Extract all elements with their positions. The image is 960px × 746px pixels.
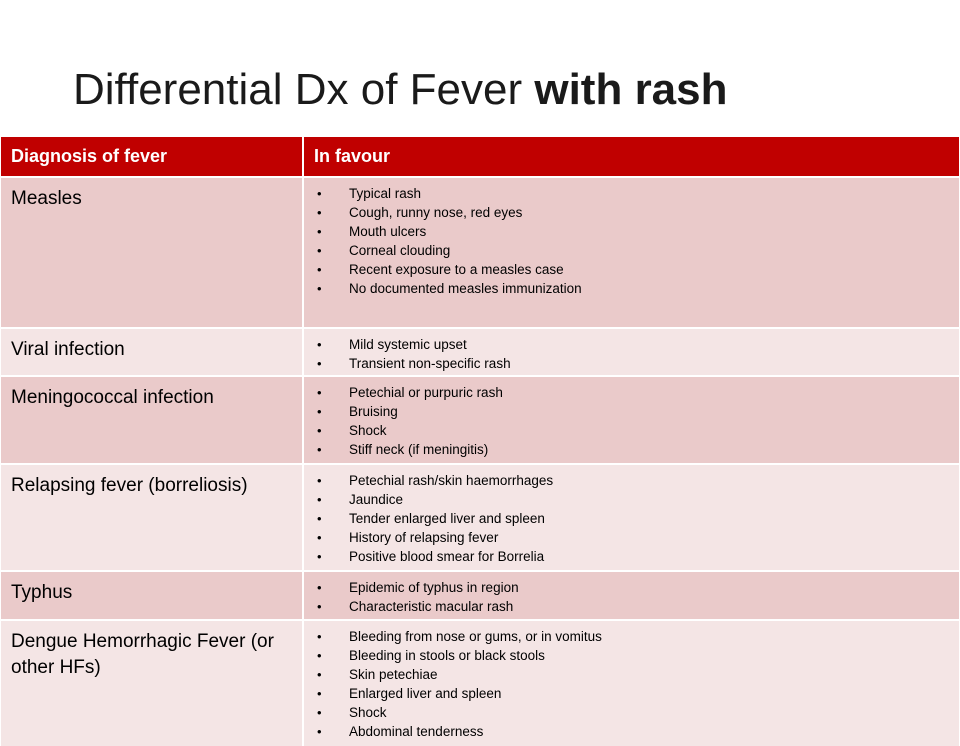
list-item: • Typical rash (304, 184, 949, 203)
differential-diagnosis-table (1, 137, 959, 746)
slide-title (73, 66, 728, 114)
table-header-row (1, 137, 959, 177)
list-item: • Jaundice (304, 490, 949, 509)
list-item: • Shock (304, 703, 949, 722)
list-item: • Cough, runny nose, red eyes (304, 203, 949, 222)
table-row (1, 620, 959, 746)
list-item: • Tender enlarged liver and spleen (304, 509, 949, 528)
list-item: • Positive blood smear for Borrelia (304, 547, 949, 566)
favour-cell (303, 620, 959, 746)
header-in-favour: In favour (303, 137, 959, 177)
list-item: • Epidemic of typhus in region (304, 578, 949, 597)
list-item: • Petechial or purpuric rash (304, 383, 949, 402)
diagnosis-cell: Relapsing fever (borreliosis) (1, 464, 303, 571)
title-regular-part: Differential Dx of Fever (73, 65, 535, 114)
table-row (1, 177, 959, 328)
diagnosis-cell: Measles (1, 177, 303, 328)
list-item: • Skin petechiae (304, 665, 949, 684)
list-item: • Petechial rash/skin haemorrhages (304, 471, 949, 490)
list-item: • No documented measles immunization (304, 279, 949, 298)
list-item: • Bleeding from nose or gums, or in vomitus (304, 627, 949, 646)
favour-cell (303, 571, 959, 620)
diagnosis-cell: Meningococcal infection (1, 376, 303, 464)
list-item: • Characteristic macular rash (304, 597, 949, 616)
list-item: • Corneal clouding (304, 241, 949, 260)
list-item: • Bleeding in stools or black stools (304, 646, 949, 665)
favour-list (304, 627, 949, 741)
table-row (1, 328, 959, 376)
list-item: • Abdominal tenderness (304, 722, 949, 741)
list-item: • Shock (304, 421, 949, 440)
favour-cell (303, 376, 959, 464)
list-item: • Mouth ulcers (304, 222, 949, 241)
favour-list (304, 578, 949, 616)
favour-list (304, 184, 949, 298)
list-item: • Recent exposure to a measles case (304, 260, 949, 279)
favour-cell (303, 464, 959, 571)
favour-list (304, 335, 949, 373)
favour-list (304, 471, 949, 566)
favour-list (304, 383, 949, 459)
list-item: • Stiff neck (if meningitis) (304, 440, 949, 459)
list-item: • Enlarged liver and spleen (304, 684, 949, 703)
table-row (1, 464, 959, 571)
header-diagnosis-of-fever: Diagnosis of fever (1, 137, 303, 177)
diagnosis-cell: Typhus (1, 571, 303, 620)
favour-cell (303, 328, 959, 376)
list-item: • Bruising (304, 402, 949, 421)
title-bold-part: with rash (534, 65, 728, 114)
list-item: • History of relapsing fever (304, 528, 949, 547)
list-item: • Mild systemic upset (304, 335, 949, 354)
diagnosis-cell: Viral infection (1, 328, 303, 376)
table-row (1, 571, 959, 620)
favour-cell (303, 177, 959, 328)
list-item: • Transient non-specific rash (304, 354, 949, 373)
diagnosis-cell: Dengue Hemorrhagic Fever (or other HFs) (1, 620, 303, 746)
table-row (1, 376, 959, 464)
